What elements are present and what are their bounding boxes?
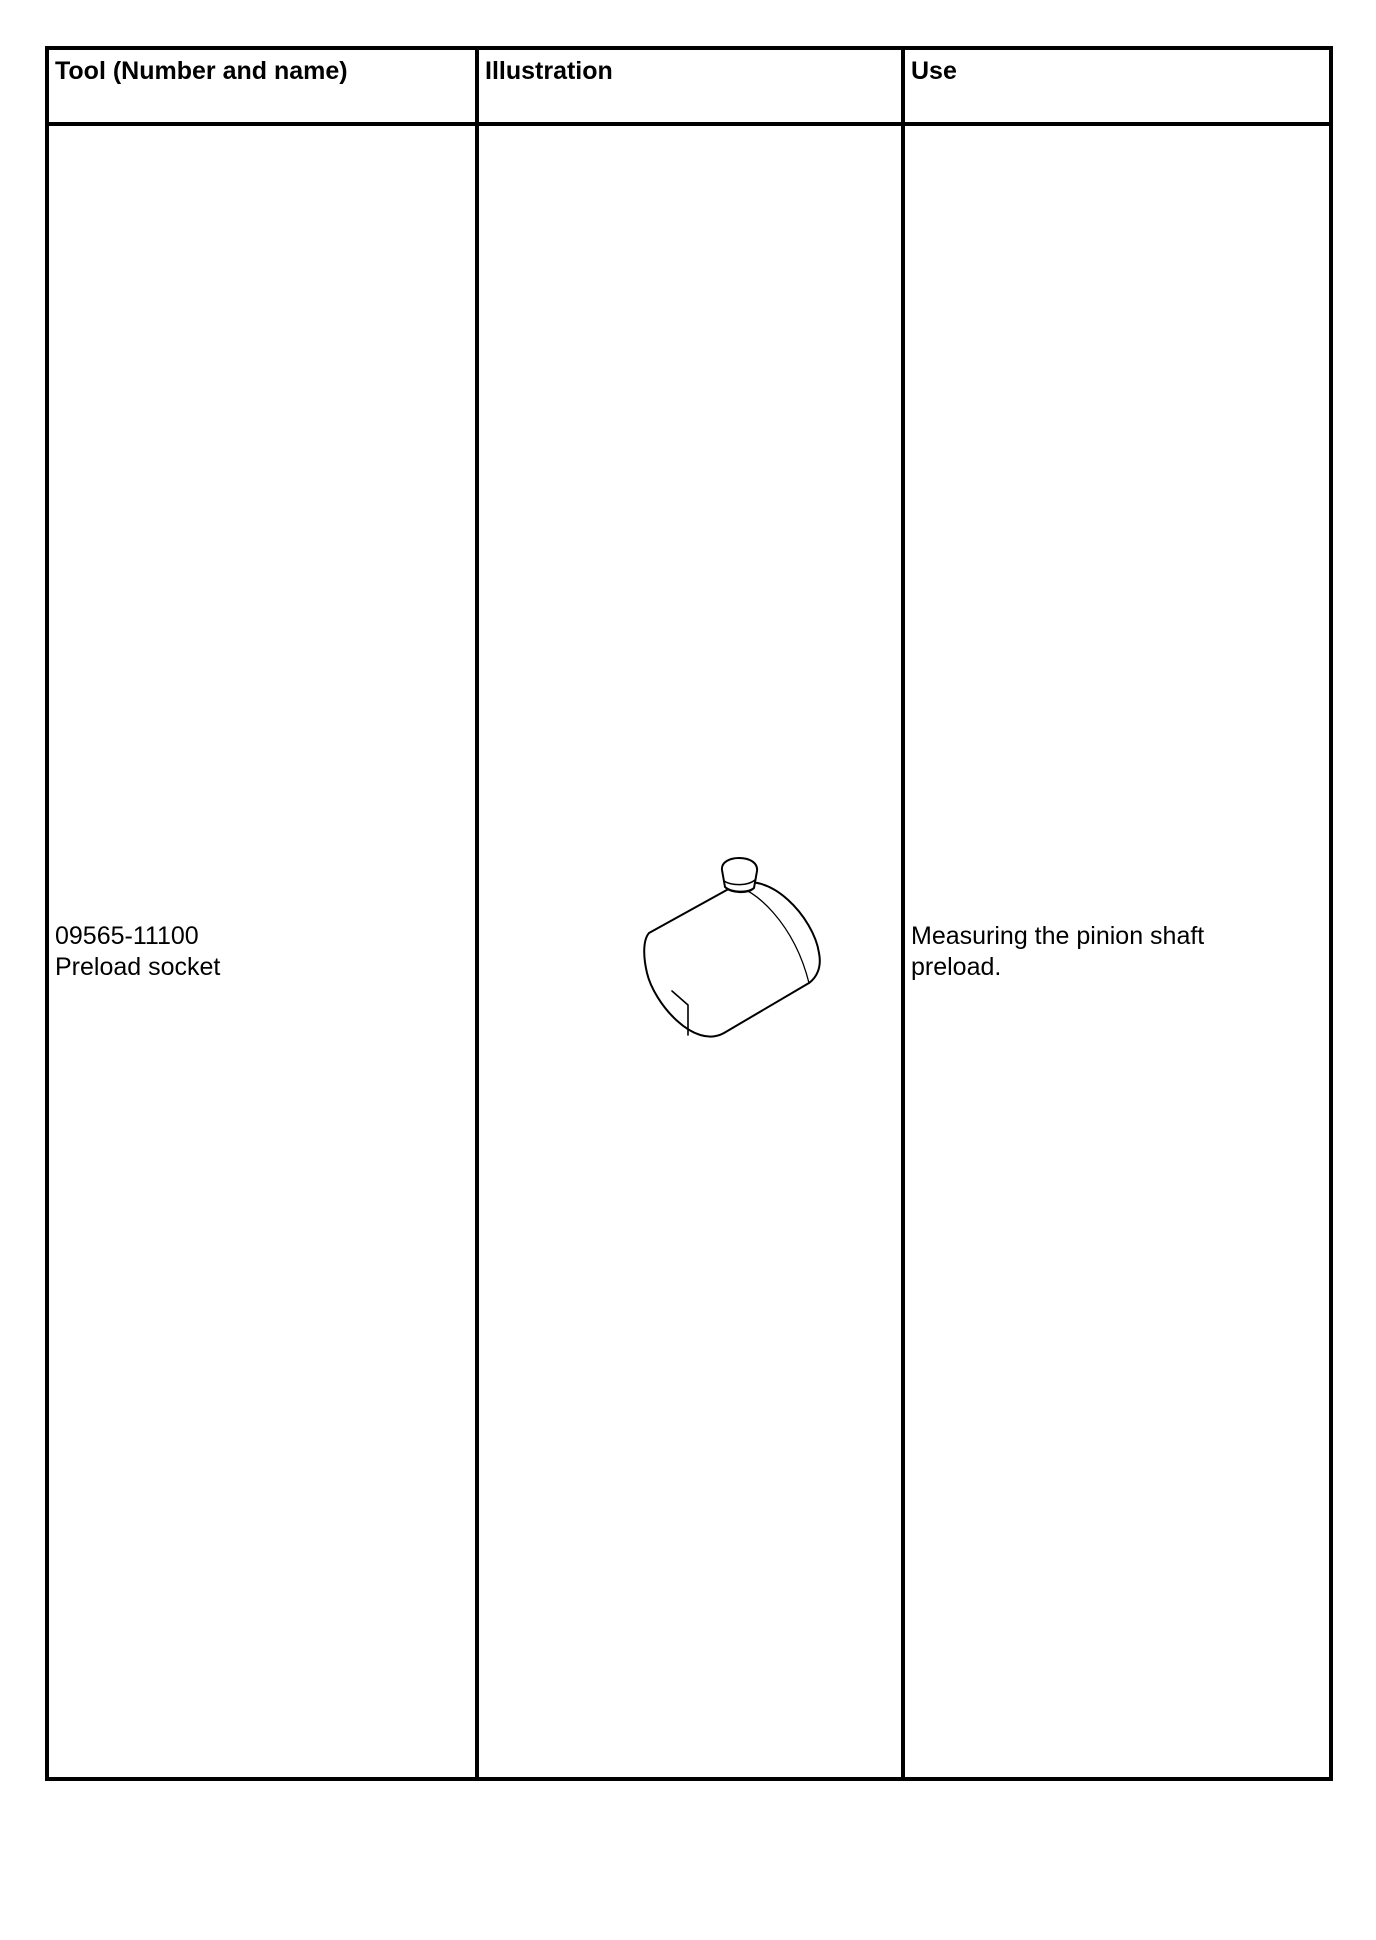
use-line-2: preload. [911,953,1002,981]
header-divider [49,122,1329,126]
header-use: Use [911,57,957,85]
column-divider [901,50,905,1777]
special-tool-table [45,46,1333,1781]
header-illustration: Illustration [485,57,613,85]
use-line-1: Measuring the pinion shaft [911,922,1205,950]
header-tool: Tool (Number and name) [55,57,348,85]
column-divider [475,50,479,1777]
use-cell [911,921,1204,983]
tool-name: Preload socket [55,953,221,981]
tool-cell [55,921,220,983]
preload-socket-drawing-icon [594,828,844,1068]
tool-number: 09565-11100 [55,922,199,950]
